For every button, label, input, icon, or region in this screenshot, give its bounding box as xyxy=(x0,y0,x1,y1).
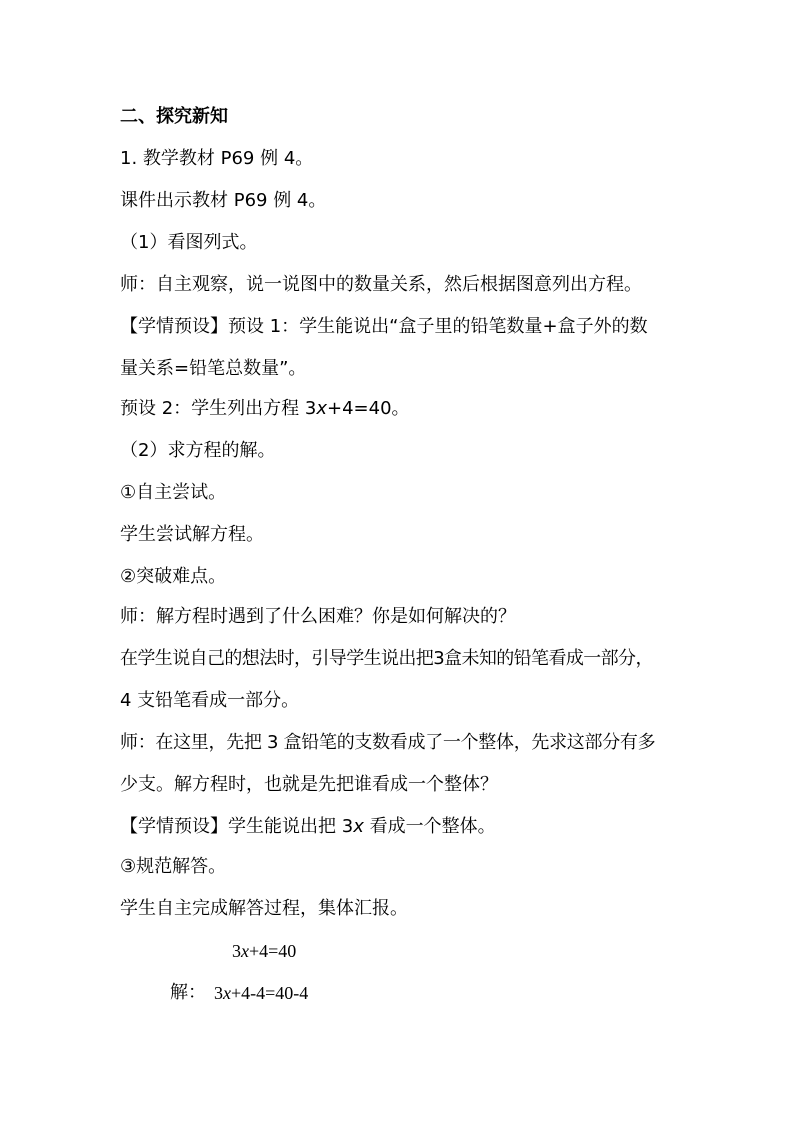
section-heading: 二、探究新知 xyxy=(120,106,228,127)
paragraph: 在学生说自己的想法时，引导学生说出把3盒未知的铅笔看成一部分， xyxy=(120,648,653,669)
paragraph: 课件出示教材 P69 例 4。 xyxy=(120,190,327,211)
variable-x: x xyxy=(223,983,231,1003)
paragraph: ①自主尝试。 xyxy=(120,482,227,503)
variable-x: x xyxy=(316,398,328,419)
variable-x: x xyxy=(241,941,249,961)
paragraph: 师：自主观察，说一说图中的数量关系，然后根据图意列出方程。 xyxy=(120,274,642,295)
equation-term: +4=40 xyxy=(249,941,297,961)
paragraph: 学生自主完成解答过程，集体汇报。 xyxy=(120,898,408,919)
paragraph: 师：在这里，先把 3 盒铅笔的支数看成了一个整体，先求这部分有多 xyxy=(120,732,656,753)
variable-x: x xyxy=(353,816,364,837)
paragraph: 【学情预设】预设 1：学生能说出“盒子里的铅笔数量+盒子外的数 xyxy=(120,316,648,337)
equation-line xyxy=(232,939,296,963)
text-run: 【学情预设】学生能说出把 3 xyxy=(120,816,354,837)
solve-label: 解： xyxy=(170,982,206,1003)
paragraph: ③规范解答。 xyxy=(120,856,227,877)
equation-term: 3 xyxy=(232,941,241,961)
text-run: 预设 2：学生列出方程 3 xyxy=(120,398,317,419)
equation-term: 3 xyxy=(214,983,223,1003)
paragraph: 少支。解方程时，也就是先把谁看成一个整体？ xyxy=(120,774,498,795)
paragraph: （2）求方程的解。 xyxy=(120,440,276,461)
text-run: +4=40。 xyxy=(327,398,410,419)
paragraph: （1）看图列式。 xyxy=(120,232,258,253)
paragraph: 4 支铅笔看成一部分。 xyxy=(120,690,300,711)
text-run: 看成一个整体。 xyxy=(363,816,496,837)
paragraph: 学生尝试解方程。 xyxy=(120,524,264,545)
paragraph xyxy=(120,397,410,421)
equation-term: +4-4=40-4 xyxy=(231,983,309,1003)
paragraph: 师：解方程时遇到了什么困难？你是如何解决的？ xyxy=(120,606,516,627)
equation-line xyxy=(214,981,308,1005)
paragraph: 量关系=铅笔总数量”。 xyxy=(120,358,307,379)
paragraph: ②突破难点。 xyxy=(120,566,227,587)
paragraph xyxy=(120,815,496,839)
paragraph: 1. 教学教材 P69 例 4。 xyxy=(120,148,314,169)
